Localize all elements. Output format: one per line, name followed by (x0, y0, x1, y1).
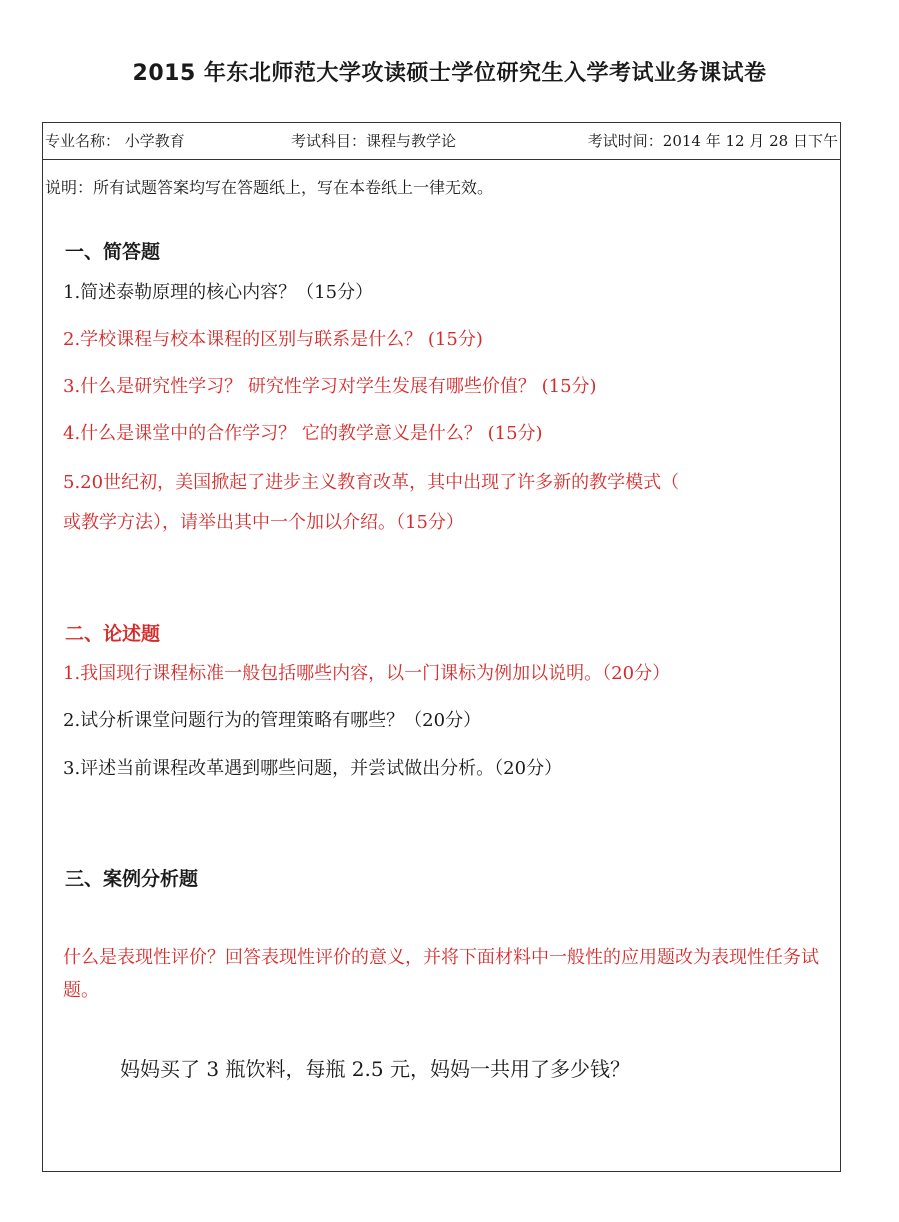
instructions-note: 说明：所有试题答案均写在答题纸上，写在本卷纸上一律无效。 (45, 178, 494, 197)
exam-frame (42, 122, 841, 1172)
short-question-2: 2.学校课程与校本课程的区别与联系是什么？ (15分) (63, 329, 483, 350)
exam-title: 2015 年东北师范大学攻读硕士学位研究生入学考试业务课试卷 (132, 61, 767, 86)
essay-question-1: 1.我国现行课程标准一般包括哪些内容，以一门课标为例加以说明。（20分） (63, 663, 671, 684)
case-material: 妈妈买了 3 瓶饮料，每瓶 2.5 元，妈妈一共用了多少钱？ (120, 1057, 630, 1081)
short-question-3: 3.什么是研究性学习？ 研究性学习对学生发展有哪些价值？ (15分) (63, 376, 597, 397)
short-question-5-line-2: 或教学方法），请举出其中一个加以介绍。（15分） (63, 512, 464, 533)
exam-time-label: 考试时间：2014 年 12 月 28 日下午 (587, 132, 838, 150)
exam-info-row (43, 123, 840, 160)
section-heading-case-analysis: 三、案例分析题 (65, 868, 199, 890)
subject-label: 考试科目：课程与教学论 (291, 132, 457, 150)
short-question-1: 1.简述泰勒原理的核心内容？（15分） (63, 282, 374, 303)
essay-question-3: 3.评述当前课程改革遇到哪些问题，并尝试做出分析。（20分） (63, 758, 563, 779)
section-heading-essay: 二、论述题 (65, 623, 161, 645)
short-question-5-line-1: 5.20世纪初，美国掀起了进步主义教育改革，其中出现了许多新的教学模式（ (63, 472, 680, 493)
short-question-4: 4.什么是课堂中的合作学习？ 它的教学意义是什么？ (15分) (63, 423, 543, 444)
case-prompt: 什么是表现性评价？回答表现性评价的意义，并将下面材料中一般性的应用题改为表现性任务试题。 (63, 947, 819, 1001)
essay-question-2: 2.试分析课堂问题行为的管理策略有哪些？（20分） (63, 710, 482, 731)
section-heading-short-answer: 一、简答题 (65, 241, 161, 263)
major-label: 专业名称： 小学教育 (45, 132, 185, 150)
